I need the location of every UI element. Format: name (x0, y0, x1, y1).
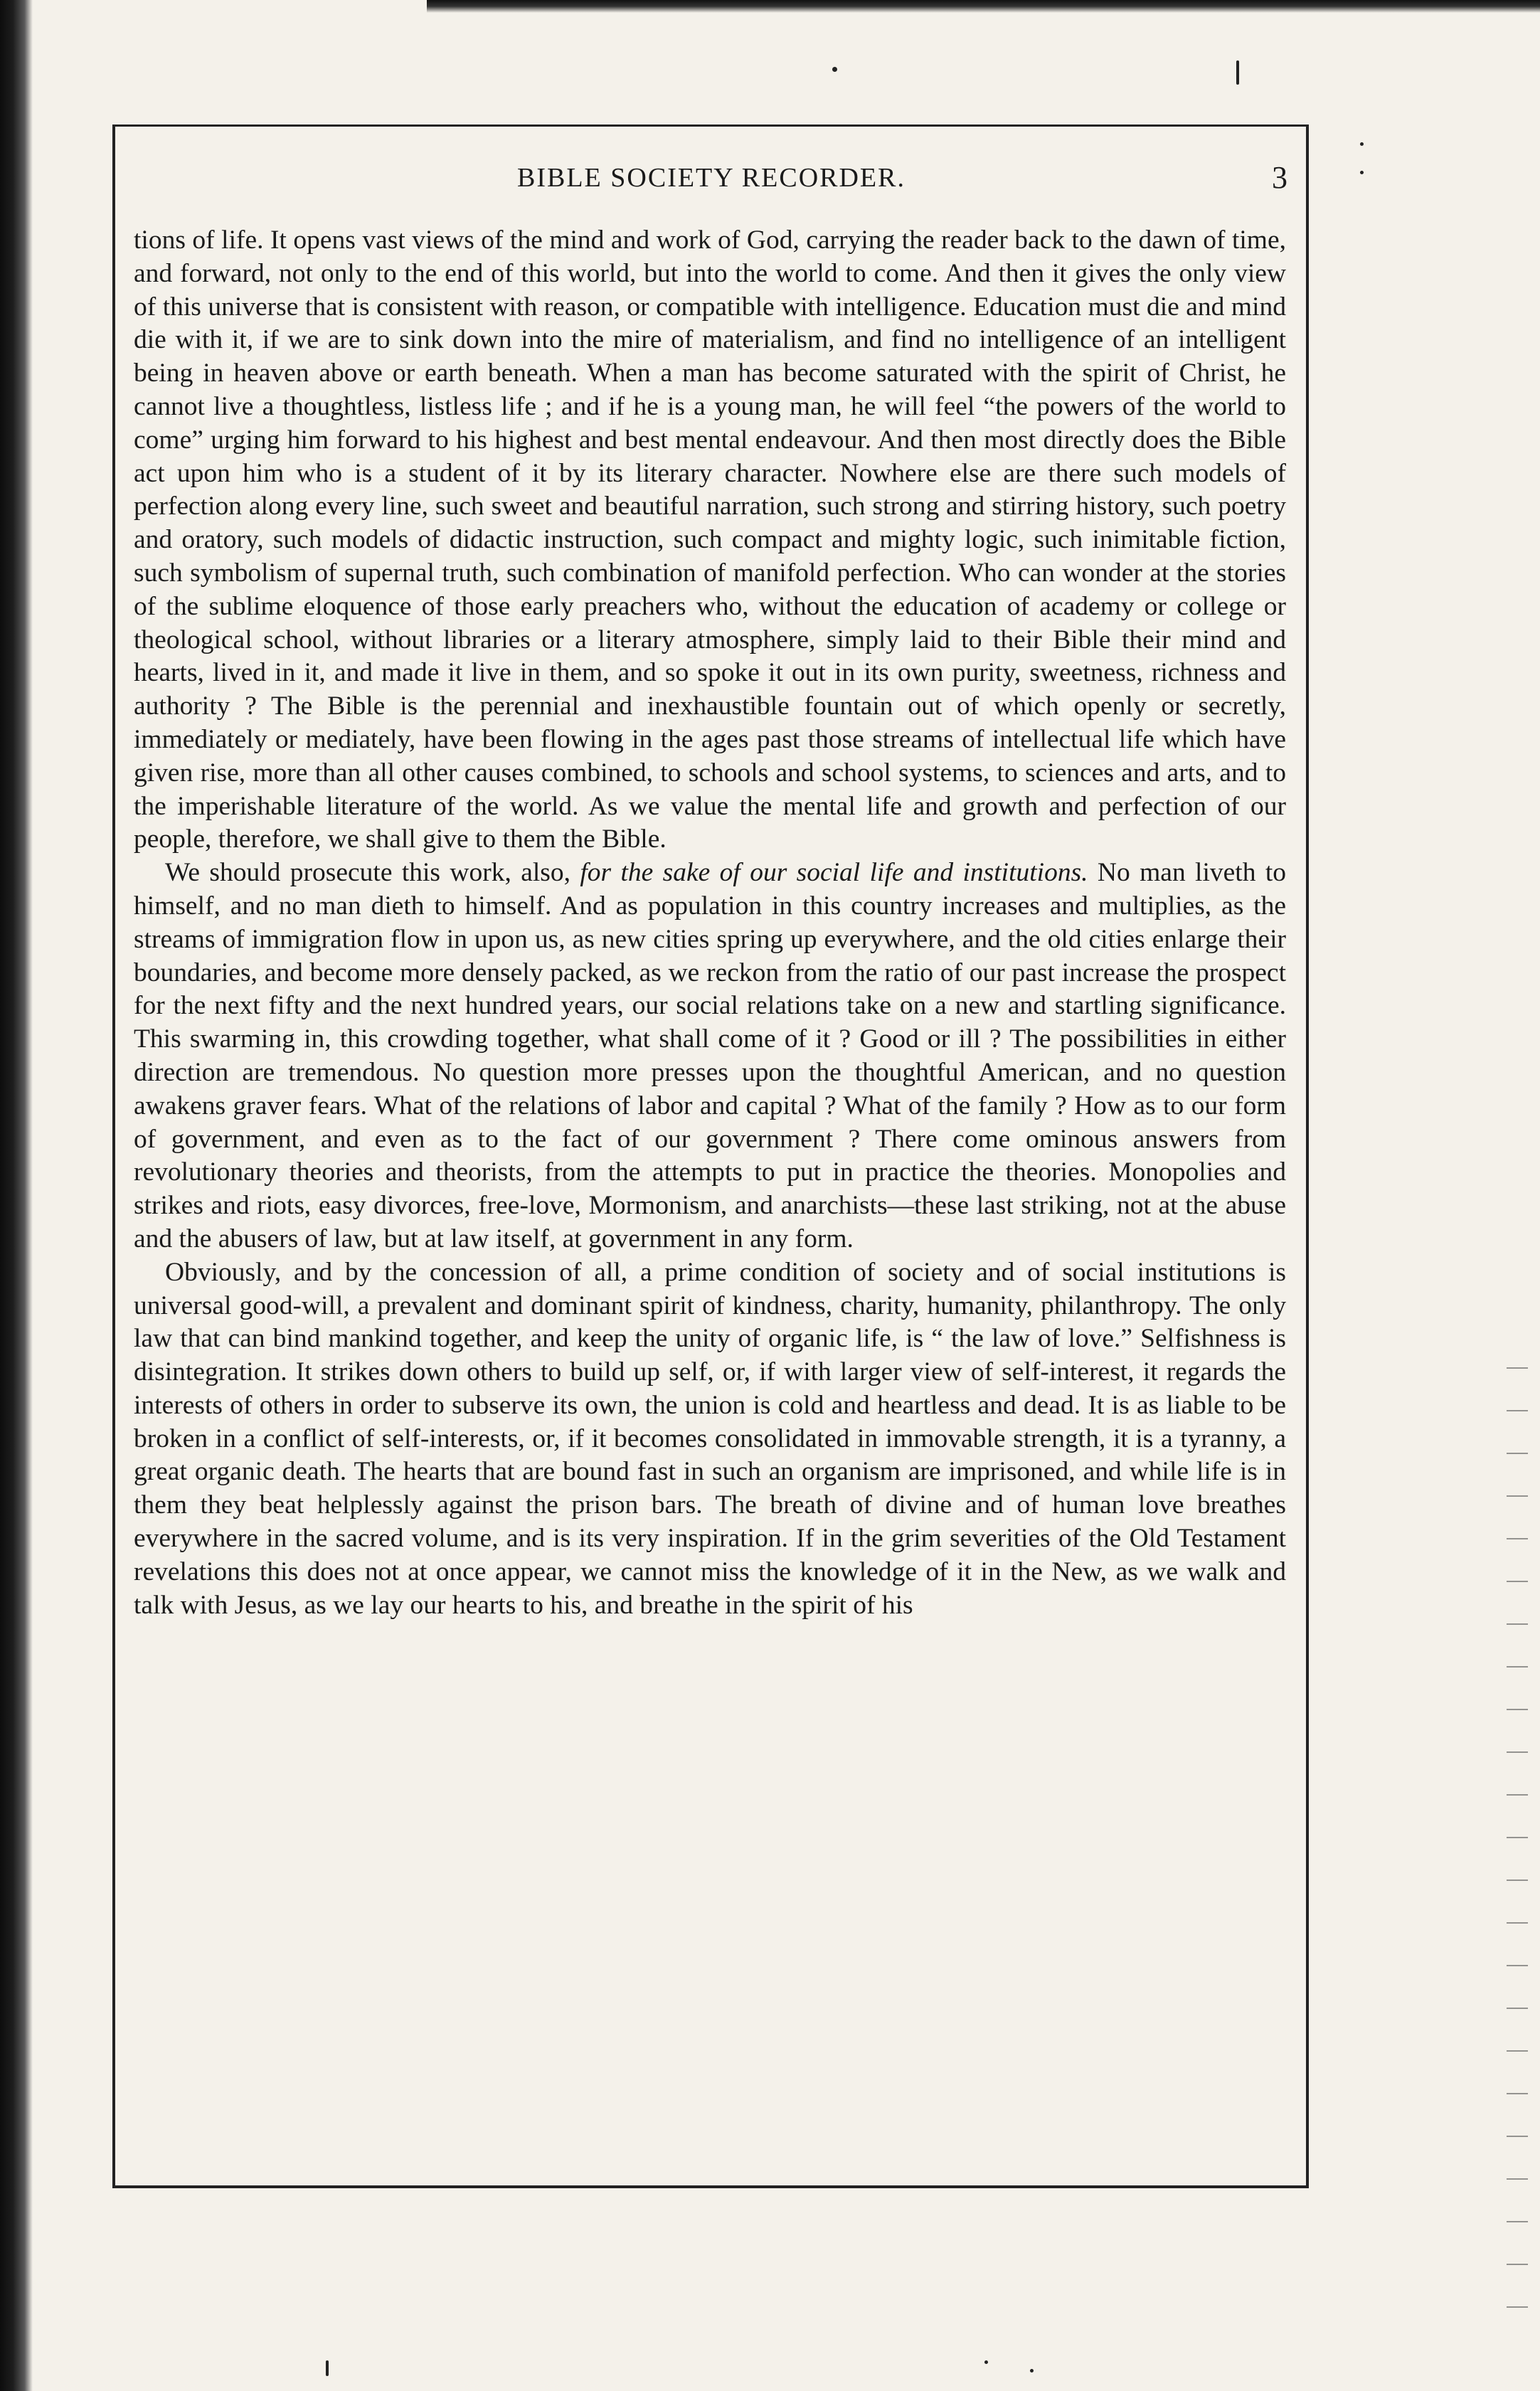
scan-shadow-left (0, 0, 33, 2391)
paragraph (134, 857, 1286, 1256)
scan-speck (984, 2360, 988, 2364)
paragraph-text: Obviously, and by the concession of all, a prime condition of society and of social institutions is universal good-will, a prevalent and dominant spirit of kindness, charity, humanity, philanthropy. The only law that can bind mankind together, and keep the unity of organic life, is “ the law of love.” Selfishness is disintegration. It strikes down others to build up self, or, if with larger view of self-interest, it regards the interests of others in order to subserve its own, the union is cold and heartless and dead. It is as liable to be broken in a conflict of self-interests, or, if it becomes consolidated in immovable strength, it is a tyranny, a great organic death. The hearts that are bound fast in such an organism are imprisoned, and while life is in them they beat helplessly against the prison bars. The breath of divine and of human love breathes everywhere in the sacred volume, and is its very inspiration. If in the grim severities of the Old Testament revelations this does not at once appear, we cannot miss the knowledge of it in the New, as we walk and talk with Jesus, as we lay our hearts to his, and breathe in the spirit of his (134, 1257, 1286, 1620)
paragraph (134, 224, 1286, 857)
bottom-rule (112, 2185, 1309, 2188)
paragraph-text: No man liveth to himself, and no man dieth to himself. And as population in this country increases and multiplies, as the streams of immigration flow in upon us, as new cities spring up everywhere, and the old cities enlarge their boundaries, and become more densely packed, as we reckon from the ratio of our past increase the prospect for the next fifty and the next hundred years, our social relations take on a new and startling significance. This swarming in, this crowding together, what shall come of it ? Good or ill ? The possibilities in either direction are tremendous. No question more presses upon the thoughtful American, and no question awakens graver fears. What of the relations of labor and capital ? What of the family ? How as to our form of government, and even as to the fact of our government ? There come ominous answers from revolutionary theories and theorists, from the attempts to put in practice the theories. Monopolies and strikes and riots, easy divorces, free-love, Mormonism, and anarchists—these last striking, not at the abuse and the abusers of law, but at law itself, at government in any form. (134, 858, 1286, 1253)
running-header (135, 162, 1287, 205)
header-title: BIBLE SOCIETY RECORDER. (517, 163, 906, 193)
paragraph-text: tions of life. It opens vast views of the mind and work of God, carrying the reader back to the dawn of time, and forward, not only to the end of this world, but into the world to come. And then it gives the only view of this universe that is consistent with reason, or compatible with intelligence. Education must die and mind die with it, if we are to sink down into the mire of materialism, and find no intelligence of an intelligent being in heaven above or earth beneath. When a man has become saturated with the spirit of Christ, he cannot live a thoughtless, listless life ; and if he is a young man, he will feel “the powers of the world to come” urging him forward to his highest and best mental endeavour. And then most directly does the Bible act upon him who is a student of it by its literary character. Nowhere else are there such models of perfection along every line, such sweet and beautiful narration, such strong and stirring history, such poetry and oratory, such models of didactic instruction, such compact and mighty logic, such inimitable fiction, such symbolism of supernal truth, such combination of manifold perfection. Who can wonder at the stories of the sublime eloquence of those early preachers who, without the education of academy or college or theological school, without libraries or a literary atmosphere, simply laid to their Bible their mind and hearts, lived in it, and made it live in them, and so spoke it out in its own purity, sweetness, richness and authority ? The Bible is the perennial and inexhaustible fountain out of which openly or secretly, immediately or mediately, have been flowing in the ages past those streams of intellectual life which have given rise, more than all other causes combined, to schools and school systems, to sciences and arts, and to the imperishable literature of the world. As we value the mental life and growth and perfection of our people, therefore, we shall give to them the Bible. (134, 226, 1286, 854)
scan-shadow-top (427, 0, 1540, 13)
scan-speck (1360, 171, 1364, 174)
left-rule (112, 124, 115, 2188)
scan-speck (326, 2360, 329, 2376)
page-number: 3 (1272, 160, 1287, 195)
right-rule (1306, 124, 1309, 2188)
paragraph (134, 1256, 1286, 1623)
paragraph-text: We should prosecute this work, also, (165, 858, 580, 888)
scan-speck (832, 67, 837, 72)
top-rule (112, 124, 1309, 127)
emphasized-phrase: for the sake of our social life and institutions. (580, 858, 1088, 888)
scan-margin-marks (1507, 1352, 1528, 2312)
scan-speck (1030, 2369, 1034, 2373)
article-body (134, 224, 1286, 1622)
scan-speck (1236, 60, 1239, 85)
scan-speck (1360, 142, 1364, 146)
